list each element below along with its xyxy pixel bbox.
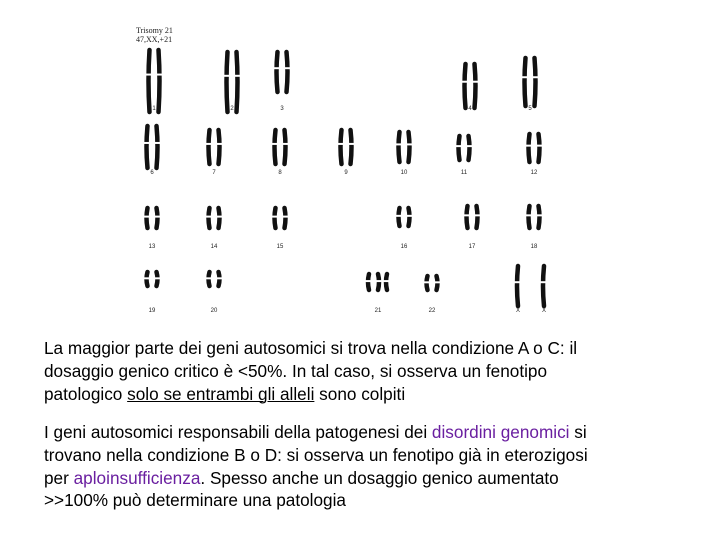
centromere bbox=[513, 281, 521, 283]
chromosome-label: 9 bbox=[344, 170, 348, 176]
chromatid bbox=[159, 50, 160, 112]
centromere bbox=[472, 81, 480, 83]
centromere bbox=[216, 277, 224, 279]
chromosome-label: 19 bbox=[148, 308, 156, 314]
chromatid bbox=[157, 126, 158, 168]
chromatid bbox=[535, 58, 536, 106]
chromatid bbox=[209, 208, 210, 228]
chromatid bbox=[459, 136, 460, 160]
centromere bbox=[536, 214, 544, 216]
chromosome-X bbox=[513, 266, 521, 306]
chromatid bbox=[469, 136, 470, 160]
chromosome-label: 6 bbox=[150, 170, 154, 176]
chromatid bbox=[275, 130, 276, 164]
chromosome-15 bbox=[271, 208, 290, 228]
centromere bbox=[525, 214, 533, 216]
chromatid bbox=[399, 132, 400, 162]
chromatid bbox=[147, 208, 148, 228]
centromere bbox=[348, 143, 356, 145]
term-haploinsufficiency: aploinsufficienza bbox=[73, 467, 201, 488]
chromatid bbox=[157, 208, 158, 228]
chromosome-label: 3 bbox=[280, 106, 284, 112]
centromere bbox=[434, 281, 442, 283]
chromatid bbox=[409, 132, 410, 162]
karyotype-title: Trisomy 21 bbox=[136, 26, 173, 35]
p2-line1-post: si bbox=[569, 422, 587, 442]
chromatid bbox=[529, 134, 530, 162]
p2-line2: trovano nella condizione B o D: si osserva un fenotipo già in eterozigosi bbox=[44, 444, 588, 465]
p2-line3 bbox=[44, 467, 694, 490]
centromere bbox=[271, 216, 279, 218]
chromosome-11 bbox=[455, 136, 474, 160]
p1-line3-pre: patologico bbox=[44, 383, 128, 404]
centromere bbox=[406, 215, 414, 217]
centromere bbox=[143, 216, 151, 218]
centromere bbox=[282, 216, 290, 218]
centromere bbox=[337, 143, 345, 145]
centromere bbox=[395, 215, 403, 217]
chromosome-label: 5 bbox=[528, 106, 532, 112]
chromosome-3 bbox=[273, 52, 292, 92]
chromosome-21 bbox=[364, 274, 390, 290]
chromosome-label: 21 bbox=[374, 308, 382, 314]
centromere bbox=[282, 143, 290, 145]
centromere bbox=[395, 143, 403, 145]
centromere bbox=[536, 145, 544, 147]
chromatid bbox=[529, 206, 530, 228]
centromere bbox=[205, 216, 213, 218]
chromatid bbox=[275, 208, 276, 228]
chromatid bbox=[517, 266, 518, 306]
chromatid bbox=[467, 206, 468, 228]
chromosome-20 bbox=[205, 272, 224, 286]
chromosome-label: 8 bbox=[278, 170, 282, 176]
chromosome-19 bbox=[143, 272, 162, 286]
chromosome-label: X bbox=[515, 308, 520, 314]
chromosome-label: 17 bbox=[468, 244, 476, 250]
chromatid bbox=[285, 130, 286, 164]
centromere bbox=[143, 142, 151, 144]
centromere bbox=[154, 216, 162, 218]
chromatid bbox=[227, 52, 228, 112]
p1-line3-post: sono colpiti bbox=[314, 383, 406, 404]
chromosome-label: 10 bbox=[400, 170, 408, 176]
centromere bbox=[463, 214, 471, 216]
p2-line1 bbox=[44, 421, 694, 444]
centromere bbox=[234, 75, 242, 77]
chromatid bbox=[465, 64, 466, 108]
chromosome-label: 18 bbox=[530, 244, 538, 250]
chromosome-14 bbox=[205, 208, 224, 228]
centromere bbox=[223, 75, 231, 77]
chromosome-label: 12 bbox=[530, 170, 538, 176]
centromere bbox=[205, 277, 213, 279]
chromosome-label: 2 bbox=[230, 106, 234, 112]
centromere bbox=[539, 281, 547, 283]
chromatid bbox=[351, 130, 352, 164]
chromosome-label: 14 bbox=[210, 244, 218, 250]
p1-line2: dosaggio genico critico è <50%. In tal caso, si osserva un fenotipo bbox=[44, 360, 548, 381]
chromatid bbox=[209, 130, 210, 164]
chromosome-17 bbox=[463, 206, 482, 228]
chromosome-12 bbox=[525, 134, 544, 162]
chromosome-label: 11 bbox=[460, 170, 468, 176]
p1-line1: La maggior parte dei geni autosomici si trova nella condizione A o C: il bbox=[44, 338, 578, 358]
centromere bbox=[284, 67, 292, 69]
chromosome-22 bbox=[423, 276, 442, 290]
centromere bbox=[525, 145, 533, 147]
chromatid bbox=[409, 208, 410, 226]
chromosome-4 bbox=[461, 64, 480, 108]
centromere bbox=[364, 280, 372, 282]
chromosome-9 bbox=[337, 130, 356, 164]
centromere bbox=[156, 74, 164, 76]
p2-line3-post: . Spesso anche un dosaggio genico aumentato bbox=[200, 467, 559, 488]
chromosome-1 bbox=[145, 50, 164, 112]
chromosome-13 bbox=[143, 208, 162, 228]
centromere bbox=[145, 74, 153, 76]
chromatid bbox=[539, 134, 540, 162]
centromere bbox=[154, 142, 162, 144]
centromere bbox=[406, 143, 414, 145]
chromosome-label: 15 bbox=[276, 244, 284, 250]
chromosome-label: 13 bbox=[148, 244, 156, 250]
chromosome-8 bbox=[271, 130, 290, 164]
chromatid bbox=[475, 64, 476, 108]
chromatid bbox=[147, 126, 148, 168]
centromere bbox=[521, 76, 529, 78]
chromosome-label: 1 bbox=[152, 106, 156, 112]
chromosome-label: 22 bbox=[428, 308, 436, 314]
centromere bbox=[205, 143, 213, 145]
chromatid bbox=[277, 52, 278, 92]
centromere bbox=[273, 67, 281, 69]
chromatid bbox=[285, 208, 286, 228]
centromere bbox=[216, 216, 224, 218]
centromere bbox=[143, 277, 151, 279]
chromosome-label: 20 bbox=[210, 308, 218, 314]
chromosome-label: 4 bbox=[468, 106, 472, 112]
p1-line3 bbox=[44, 383, 694, 406]
chromosome-label: X bbox=[541, 308, 546, 314]
chromosome-10 bbox=[395, 132, 414, 162]
chromatid bbox=[219, 130, 220, 164]
chromatid bbox=[539, 206, 540, 228]
p2-line1-pre: I geni autosomici responsabili della patogenesi dei bbox=[44, 422, 432, 442]
chromatid bbox=[287, 52, 288, 92]
centromere bbox=[423, 281, 431, 283]
chromatid bbox=[219, 208, 220, 228]
paragraph-genomic-disorders bbox=[44, 421, 694, 512]
centromere bbox=[375, 280, 383, 282]
p2-line3-pre: per bbox=[44, 467, 74, 488]
chromosome-5 bbox=[521, 58, 540, 106]
centromere bbox=[466, 145, 474, 147]
p1-underlined-phrase: solo se entrambi gli alleli bbox=[127, 383, 315, 404]
centromere bbox=[455, 145, 463, 147]
chromatid bbox=[525, 58, 526, 106]
chromatid bbox=[399, 208, 400, 226]
centromere bbox=[461, 81, 469, 83]
chromosome-7 bbox=[205, 130, 224, 164]
centromere bbox=[271, 143, 279, 145]
chromatid bbox=[149, 50, 150, 112]
p2-line4: >>100% può determinare una patologia bbox=[44, 490, 346, 511]
centromere bbox=[532, 76, 540, 78]
chromosome-2 bbox=[223, 52, 242, 112]
chromosome-label: 16 bbox=[400, 244, 408, 250]
chromosome-6 bbox=[143, 126, 162, 168]
centromere bbox=[474, 214, 482, 216]
chromosome-X bbox=[539, 266, 547, 306]
paragraph-autosomal-recessive bbox=[44, 337, 694, 405]
chromosome-16 bbox=[395, 208, 414, 226]
chromatid bbox=[543, 266, 544, 306]
chromatid bbox=[477, 206, 478, 228]
centromere bbox=[154, 277, 162, 279]
chromosome-18 bbox=[525, 206, 544, 228]
chromosome-label: 7 bbox=[212, 170, 216, 176]
karyotype-formula: 47,XX,+21 bbox=[136, 35, 173, 44]
chromatid bbox=[341, 130, 342, 164]
chromatid bbox=[237, 52, 238, 112]
term-genomic-disorders: disordini genomici bbox=[431, 422, 570, 442]
centromere bbox=[216, 143, 224, 145]
karyotype-image bbox=[132, 22, 562, 322]
centromere bbox=[382, 280, 390, 282]
